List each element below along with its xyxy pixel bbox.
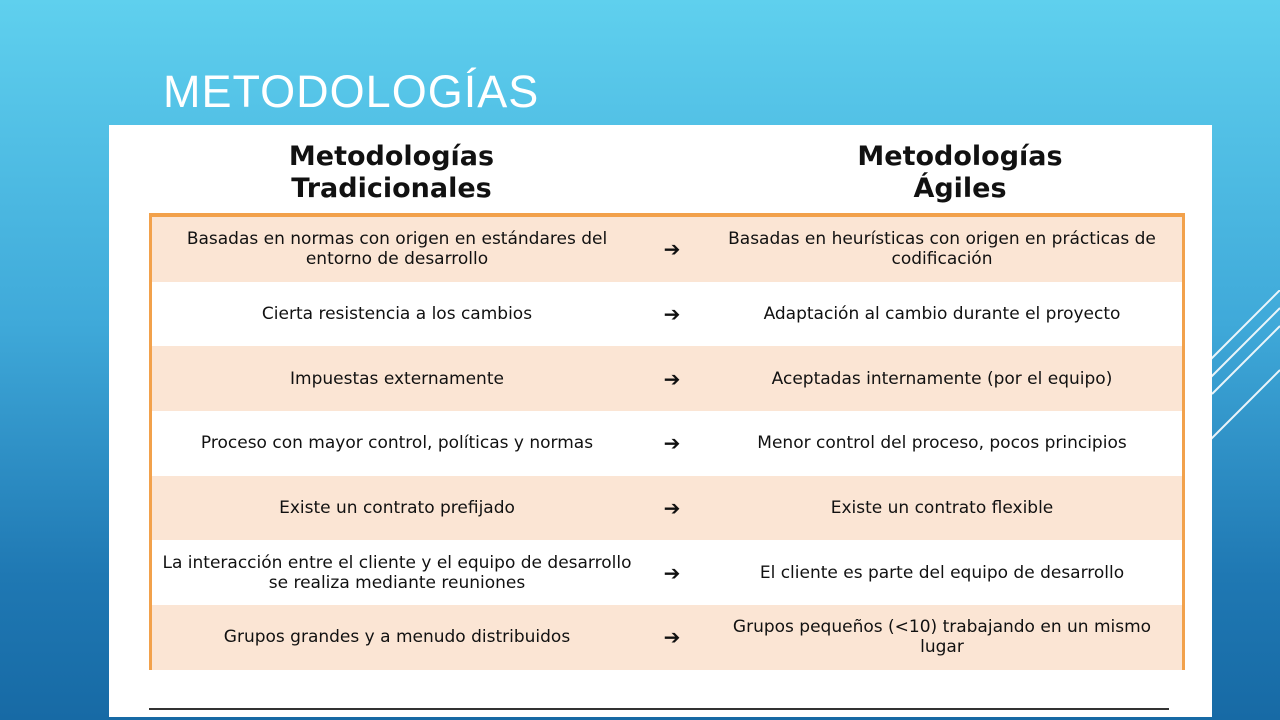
table-row [152,217,1182,282]
agile-cell: Grupos pequeños (<10) trabajando en un mismo lugar [732,617,1152,658]
arrow-right-icon: ➔ [663,366,681,391]
table-row [152,605,1182,670]
header-agile [767,141,1153,205]
table-row [152,346,1182,411]
comparison-image [109,125,1212,717]
traditional-cell: Grupos grandes y a menudo distribuidos [223,627,571,648]
traditional-cell: Existe un contrato prefijado [279,498,515,519]
traditional-cell: La interacción entre el cliente y el equipo de desarrollo se realiza mediante reuniones [162,552,632,593]
agile-cell: Menor control del proceso, pocos principios [757,433,1127,454]
header-agile-text: Metodologías Ágiles [857,141,1063,204]
arrow-right-icon: ➔ [663,625,681,650]
header-traditional [219,141,564,205]
slide-title: METODOLOGÍAS [163,66,540,117]
table-row [152,540,1182,605]
arrow-right-icon: ➔ [663,560,681,585]
comparison-table [149,213,1185,670]
arrow-right-icon: ➔ [663,496,681,521]
table-row [152,411,1182,476]
agile-cell: Existe un contrato flexible [830,498,1054,519]
agile-cell: Basadas en heurísticas con origen en prácticas de codificación [728,229,1156,270]
bottom-divider [149,708,1169,710]
agile-cell: Aceptadas internamente (por el equipo) [771,368,1113,389]
table-row [152,476,1182,541]
traditional-cell: Basadas en normas con origen en estándares del entorno de desarrollo [186,229,608,270]
agile-cell: El cliente es parte del equipo de desarrollo [759,562,1125,583]
traditional-cell: Proceso con mayor control, políticas y normas [200,433,594,454]
header-traditional-text: Metodologías Tradicionales [288,141,495,204]
arrow-right-icon: ➔ [663,431,681,456]
table-row [152,282,1182,347]
traditional-cell: Impuestas externamente [290,368,504,389]
arrow-right-icon: ➔ [663,302,681,327]
traditional-cell: Cierta resistencia a los cambios [261,304,533,325]
arrow-right-icon: ➔ [663,237,681,262]
agile-cell: Adaptación al cambio durante el proyecto [763,304,1121,325]
